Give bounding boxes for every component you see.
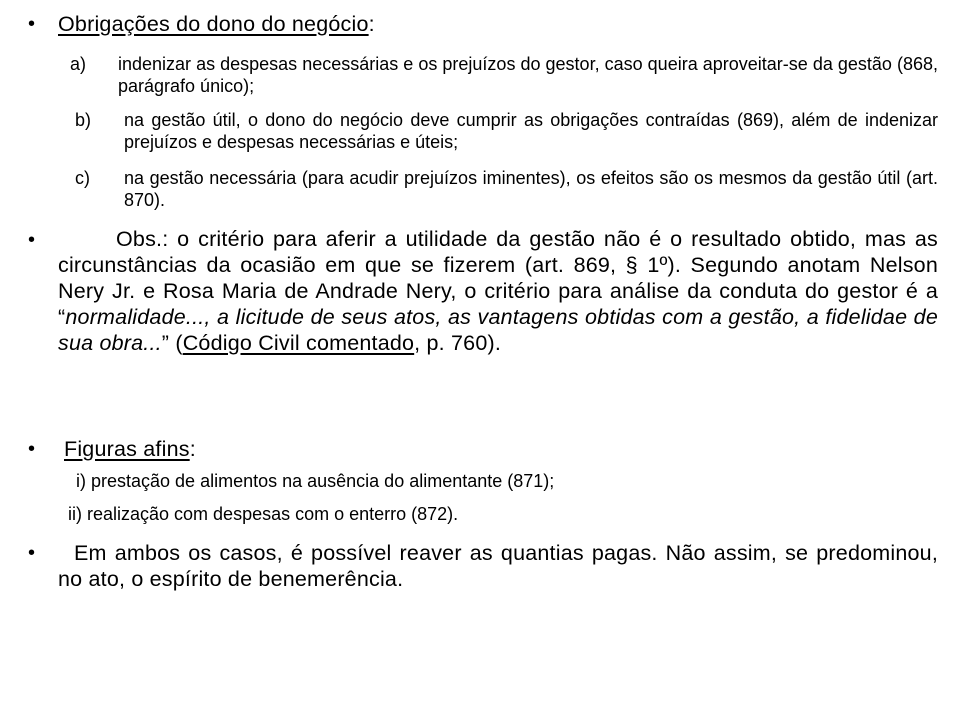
obs-quote: normalidade..., a licitude de seus atos, as vantagens obtidas com a gestão, a fidelidae de sua obra...: [58, 305, 938, 355]
bullet-obrigacoes: •: [28, 13, 36, 35]
heading-obrigacoes-text: Obrigações do dono do negócio: [58, 12, 369, 36]
obs-text: Obs.: o critério para aferir a utilidade da gestão não é o resultado obtido, mas as circunstâncias da ocasião em que se fizerem (art. 869, § 1º). Segundo anotam Nelson Nery Jr. e Rosa Maria de Andrade Nery, o critério para análise da conduta do gestor é a “: [58, 227, 938, 329]
bullet-obs: •: [28, 229, 36, 251]
obs-paragraph: [58, 226, 938, 356]
item-text-c: na gestão necessária (para acudir prejuízos iminentes), os efeitos são os mesmos da gestão útil (art. 870).: [124, 168, 938, 210]
obs-after-quote: ” (: [161, 331, 183, 355]
figura-item-2: ii) realização com despesas com o enterro (872).: [68, 504, 459, 524]
figura-item-1: i) prestação de alimentos na ausência do alimentante (871);: [76, 471, 555, 491]
obs-book-title: Código Civil comentado: [182, 331, 415, 355]
bullet-conclusao: •: [28, 542, 36, 564]
item-marker-c: c): [75, 168, 90, 188]
heading-figuras-suffix: :: [189, 437, 196, 461]
bullet-figuras: •: [28, 438, 36, 460]
item-marker-b: b): [75, 110, 92, 130]
item-text-b: na gestão útil, o dono do negócio deve cumprir as obrigações contraídas (869), além de indenizar prejuízos e despesas necessárias e úteis;: [124, 110, 938, 152]
conclusao-paragraph: Em ambos os casos, é possível reaver as quantias pagas. Não assim, se predominou, no ato, o espírito de benemerência.: [58, 541, 938, 591]
item-text-a: indenizar as despesas necessárias e os prejuízos do gestor, caso queira aproveitar-se da gestão (868, parágrafo único);: [118, 54, 938, 96]
heading-figuras-text: Figuras afins: [64, 437, 190, 461]
heading-figuras: [64, 436, 944, 462]
heading-obrigacoes: [58, 11, 938, 37]
heading-obrigacoes-suffix: :: [368, 12, 375, 36]
item-marker-a: a): [70, 54, 87, 74]
obs-ending: , p. 760).: [414, 331, 502, 355]
